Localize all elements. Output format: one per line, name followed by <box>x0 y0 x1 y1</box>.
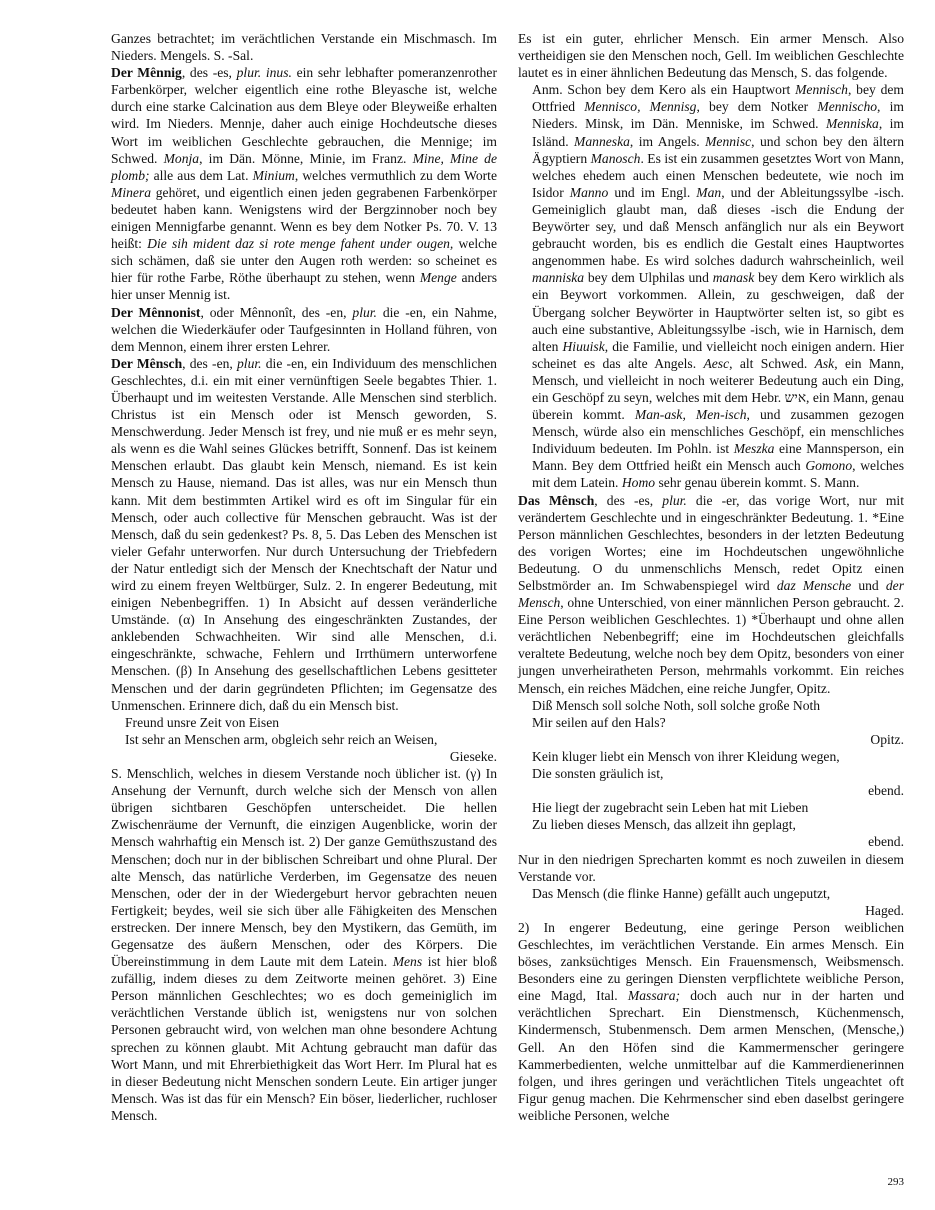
verse-line: Das Mensch (die flinke Hanne) gefällt auch ungeputzt, <box>532 885 831 901</box>
verse-line: Ist sehr an Menschen arm, obgleich sehr reich an Weisen, <box>125 731 438 747</box>
verse-line: Die sonsten gräulich ist, <box>532 766 664 782</box>
paragraph: Der Mênsch, des -en, plur. die -en, ein Individuum des menschlichen Geschlechtes, d.i. ein mit einer vernünftigen Seele begabtes Thier. 1. Überhaupt und im weitesten Verstande. Alle Menschen sind sterblich. Christus ist ein Mensch oder ist Mensch geworden, S. Menschwerdung. Jeder Mensch ist frey, und nie muß er es mehr seyn, als wenn es die Wahl seines Glückes betrifft, Sonnenf. Das ist keinem Menschen erlaubt. Das glaubt kein Mensch, niemand. Es ist kein Mensch zu Hause, niemand. Das ist alles, was nur ein Mensch thun kann. Mit dem bestimmten Artikel wird es oft im Singular für ein Mensch, oder auch collective für Menschen gebraucht. Was ist der Mensch, daß du sein gedenkest? Ps. 8, 5. Das Leben des Menschen ist vieler Gefahr unterworfen. Nur durch Untersuchung der Triebfedern der Natur entledigt sich der Mensch der Knechtschaft der Natur und wird zu einem freyen Weltbürger, Sulz. 2. In engerer Bedeutung, mit einigen Nebenbegriffen. 1) In Absicht auf dessen veränderliche Umstände. (α) In Ansehung des eingeschränkten Zustandes, der anklebenden Schwachheiten. Wir sind alle Menschen, d.i. eingeschränkte, schwache, Fehlern und Irrthümern unterworfene Menschen. (β) In Ansehung des gesellschaftlichen Lebens gesitteter Menschen und der darin gegründeten Pflichten; im Gegensatze des Unmenschen. Erinnere dich, daß du ein Mensch bist. <box>111 355 497 713</box>
paragraph: Der Mênnonist, oder Mênnonît, des -en, plur. die -en, ein Nahme, welchen die Wiederkäufer oder Taufgesinnten in Holland führen, von dem Mennon, einem ihrer ersten Lehrer. <box>111 304 498 354</box>
verse-line: Zu lieben dieses Mensch, das allzeit ihn geplagt, <box>532 817 796 833</box>
source-citation: Opitz. <box>870 731 904 747</box>
paragraph: Das Mênsch, des -es, plur. die -er, das vorige Wort, nur mit verändertem Geschlechte und in eingeschränkter Bedeutung. 1. *Eine Person männlichen Geschlechtes, besonders in der letzten Bedeutung des vorigen Wortes; eine im Hochdeutschen ungewöhnliche Bedeutung. O du unmenschlichs Mensch, redet Opitz einen Selbstmörder an. Im Schwabenspiegel wird daz Mensche und der Mensch, ohne Unterschied, von einer männlichen Person gebraucht. 2. Eine Person weiblichen Geschlechtes. 1) *Überhaupt und ohne allen verächtlichen Nebenbegriff; eine im Hochdeutschen gleichfalls veraltete Bedeutung, welche noch bey dem Opitz, besonders von einer jungen unverheiratheten Person, mehrmahls vorkommt. Ein reiches Mensch, ein reiches Mädchen, eine reiche Jungfer, Opitz. <box>518 492 904 696</box>
source-citation: ebend. <box>868 783 904 799</box>
verse-line: Hie liegt der zugebracht sein Leben hat mit Lieben <box>532 800 809 816</box>
paragraph: 2) In engerer Bedeutung, eine geringe Person weiblichen Geschlechtes, im verächtlichen Verstande. Ein armes Mensch. Ein böses, zanksüchtiges Mensch. Ein Frauensmensch, Weibsmensch. Besonders eine zu geringen Diensten verpflichtete weibliche Person, eine Magd, Ital. Massara; doch auch nur in der harten und verächtlichen Sprechart. Ein Dienstmensch, Küchenmensch, Kindermensch, Stubenmensch. Dem armen Menschen, (Mensche,) Gell. An den Höfen sind die Kammermenscher geringere Kammerbedienten, welche unmittelbar auf die Kammerdienerinnen folgen, und ihres geringen und verächtlichen Titels ungeachtet oft Figur genug machen. Die Kehrmenscher sind eben daselbst geringere weibliche Personen, welche <box>518 919 904 1123</box>
source-citation: Gieseke. <box>449 748 497 764</box>
right-column <box>518 30 904 1124</box>
paragraph: Der Mênnig, des -es, plur. inus. ein sehr lebhafter pomeranzenrother Farbenkörper, welcher eigentlich eine rothe Bleyasche ist, welche durch eine starke Calcination aus dem Bleye oder Bleyweiße erhalten wird. Im Nieders. Mennje, daher auch einige Hochdeutsche dieses Wort im weiblichen Geschlechte gebrauchen, die Mennige; im Schwed. Monja, im Dän. Mönne, Minie, im Franz. Mine, Mine de plomb; alle aus dem Lat. Minium, welches vermuthlich zu dem Worte Minera gehöret, und eigentlich einen jeden gegrabenen Farbenkörper bedeutet haben kann. Wenigstens wird der Bergzinnober noch bey einigen Mennigfarbe genannt. Wenn es bey dem Notker Ps. 70. V. 13 heißt: Die sih mident daz si rote menge fahent under ougen, welche sich schämen, daß sie unter den Augen roth werden: so scheinet es hier für rothe Farbe, Röthe überhaupt zu stehen, wenn Menge anders hier unser Mennig ist. <box>111 65 498 303</box>
paragraph: Anm. Schon bey dem Kero als ein Hauptwort Mennisch, bey dem Ottfried Mennisco, Mennisg, bey dem Notker Mennischo, im Nieders. Minsk, im Dän. Menniske, im Schwed. Menniska, im Isländ. Manneska, im Angels. Mennisc, und schon bey den ältern Ägyptiern Manosch. Es ist ein zusammen gesetztes Wort von Mann, welches ehedem auch einen Menschen bedeutete, wie noch im Isidor Manno und im Engl. Man, und der Ableitungssylbe -isch. Gemeiniglich glaubt man, daß dieses -isch die Endung der Beywörter sey, und daß Mensch anfänglich nur als ein Beywort gebraucht worden, bis es endlich die Gestalt eines Hauptwortes angenommen habe. Es wird solches dadurch wahrscheinlich, weil manniska bey dem Ulphilas und manask bey dem Kero wirklich als ein Beywort vorkommen. Allein, zu geschweigen, daß der Übergang solcher Beywörter in Hauptwörter selten ist, so gibt es auch eine substantive, Ableitungssylbe -isch, wie in Harnisch, dem alten Hiuuisk, die Familie, und vielleicht noch einigen andern. Hier scheinet es das alte Angels. Aesc, alt Schwed. Ask, ein Mann, Mensch, und vielleicht in noch weiterer Bedeutung auch ein Ding, ein Geschöpf zu seyn, welches mit dem Hebr. איש, ein Mann, genau überein kommt. Man-ask, Men-isch, und zusammen gezogen Mensch, würde also ein menschliches Geschöpf, ein menschliches Individuum bedeuten. Im Pohln. ist Meszka eine Mannsperson, ein Mann. Bey dem Ottfried heißt ein Mensch auch Gomono, welches mit dem Latein. Homo sehr genau überein kommt. S. Mann. <box>532 82 904 491</box>
paragraph: Ganzes betrachtet; im verächtlichen Verstande ein Mischmasch. Im Nieders. Mengels. S. -Sal. <box>111 31 497 64</box>
source-citation: Haged. <box>865 902 904 918</box>
paragraph: Nur in den niedrigen Sprecharten kommt es noch zuweilen in diesem Verstande vor. <box>518 851 904 884</box>
verse-line: Diß Mensch soll solche Noth, soll solche große Noth <box>532 697 821 713</box>
verse-line: Mir seilen auf den Hals? <box>532 714 666 730</box>
paragraph: S. Menschlich, welches in diesem Verstande noch üblicher ist. (γ) In Ansehung der Vernunft, durch welche sich der Mensch von allen übrigen sichtbaren Geschöpfen unterscheidet. Die hellen Zwischenräume der Vernunft, die einzigen Augenblicke, worin der Mensch wahrhaftig ein Mensch ist. 2) Der ganze Gemüthszustand des Menschen; doch nur in der biblischen Schreibart und ohne Plural. Der alte Mensch, das natürliche Verderben, im Gegensatze des neuen Menschen, oder der in der Wiedergeburt hervor gebrachten neuen Fertigkeit; beydes, weil sie sich über alle Fähigkeiten des Menschen erstrecken. Der innere Mensch, bey den Mystikern, das Gemüth, im Gegensatze des äußern Menschen, oder des Körpers. Die Übereinstimmung in dem Laute mit dem Latein. Mens ist hier bloß zufällig, indem dieses zu dem Zeitworte meinen gehöret. 3) Eine Person männlichen Geschlechtes; wo es doch gemeiniglich im verächtlichen Verstande üblich ist, wenigstens nur von solchen Personen gebraucht wird, von welchen man ohne besondere Achtung sprechen zu können glaubt. Mit Achtung gebraucht man dafür das Wort Mann, und mit Ehrerbiethigkeit das Wort Herr. Im Plural hat es in dieser Bedeutung nicht Menschen sondern Leute. Ein artiger junger Mensch. Was ist das für ein Mensch? Ein böser, liederlicher, ruchloser Mensch. <box>111 766 497 1123</box>
verse-line: Freund unsre Zeit von Eisen <box>125 714 280 730</box>
left-column <box>111 30 497 1124</box>
page-number: 293 <box>887 1176 904 1188</box>
verse-line: Kein kluger liebt ein Mensch von ihrer Kleidung wegen, <box>532 748 840 764</box>
paragraph: Es ist ein guter, ehrlicher Mensch. Ein armer Mensch. Also vertheidigen sie den Menschen noch, Gell. Im weiblichen Geschlechte lautet es in einer ähnlichen Bedeutung das Mensch, S. das folgende. <box>518 31 904 81</box>
source-citation: ebend. <box>868 834 904 850</box>
